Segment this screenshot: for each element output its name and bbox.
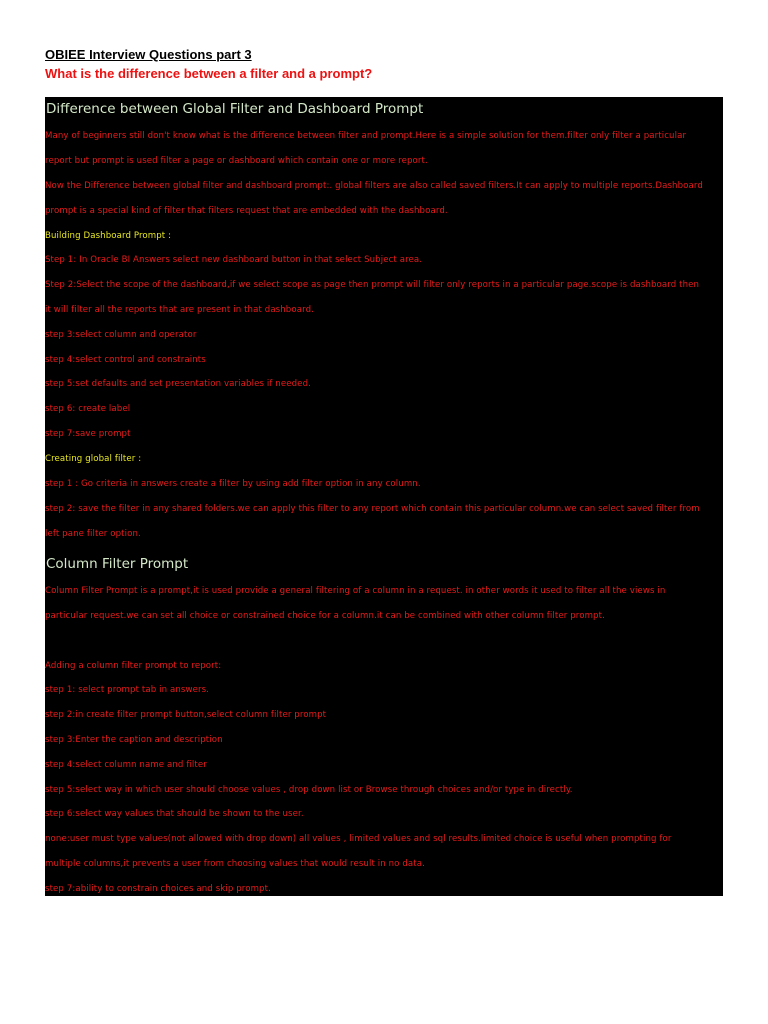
section-heading-column-filter-prompt: Column Filter Prompt: [46, 556, 189, 572]
text-line: step 7:save prompt: [45, 429, 131, 439]
text-line: multiple columns,it prevents a user from choosing values that would result in no data.: [45, 859, 425, 869]
text-line: it will filter all the reports that are present in that dashboard.: [45, 305, 314, 315]
text-line: Many of beginners still don't know what is the difference between filter and prompt.Here is a simple solution for them.filter only filter a particular: [45, 131, 687, 141]
text-line: step 5:select way in which user should choose values , drop down list or Browse through choices and/or type in directly.: [45, 785, 573, 795]
text-line: step 4:select column name and filter: [45, 760, 207, 770]
text-line: step 3:select column and operator: [45, 330, 197, 340]
text-line: step 2:in create filter prompt button,select column filter prompt: [45, 710, 327, 720]
text-line: step 5:set defaults and set presentation variables if needed.: [45, 379, 311, 389]
text-line: left pane filter option.: [45, 529, 141, 539]
document-question: What is the difference between a filter and a prompt?: [45, 66, 373, 81]
text-line: particular request.we can set all choice or constrained choice for a column.it can be combined with other column filter prompt.: [45, 611, 605, 621]
text-line: Step 1: In Oracle BI Answers select new dashboard button in that select Subject area.: [45, 255, 423, 265]
text-line: Adding a column filter prompt to report:: [45, 661, 222, 671]
text-line: Now the Difference between global filter and dashboard prompt:. global filters are also called saved filters.It can apply to multiple reports.Dashboard: [45, 181, 703, 191]
content-panel: [45, 97, 723, 896]
document-title: OBIEE Interview Questions part 3: [45, 47, 252, 62]
text-line: step 4:select control and constraints: [45, 355, 206, 365]
subheading-creating-global-filter: Creating global filter :: [45, 454, 142, 464]
text-line: step 2: save the filter in any shared folders.we can apply this filter to any report which contain this particular column.we can select saved filter from: [45, 504, 700, 514]
text-line: prompt is a special kind of filter that filters request that are embedded with the dashboard.: [45, 206, 448, 216]
text-line: step 6:select way values that should be shown to the user.: [45, 809, 304, 819]
text-line: report but prompt is used filter a page or dashboard which contain one or more report.: [45, 156, 428, 166]
text-line: Step 2:Select the scope of the dashboard,if we select scope as page then prompt will filter only reports in a particular page.scope is dashboard then: [45, 280, 700, 290]
text-line: step 3:Enter the caption and description: [45, 735, 223, 745]
text-line: step 6: create label: [45, 404, 131, 414]
text-line: none:user must type values(not allowed with drop down) all values , limited values and sql results.limited choice is useful when prompting for: [45, 834, 672, 844]
text-line: step 1 : Go criteria in answers create a filter by using add filter option in any column.: [45, 479, 421, 489]
text-line: step 7:ability to constrain choices and skip prompt.: [45, 884, 271, 894]
text-line: Column Filter Prompt is a prompt,it is used provide a general filtering of a column in a request. in other words it used to filter all the views in: [45, 586, 666, 596]
text-line: step 1: select prompt tab in answers.: [45, 685, 210, 695]
subheading-building-dashboard-prompt: Building Dashboard Prompt :: [45, 231, 172, 241]
section-heading-global-filter: Difference between Global Filter and Dashboard Prompt: [46, 101, 424, 117]
